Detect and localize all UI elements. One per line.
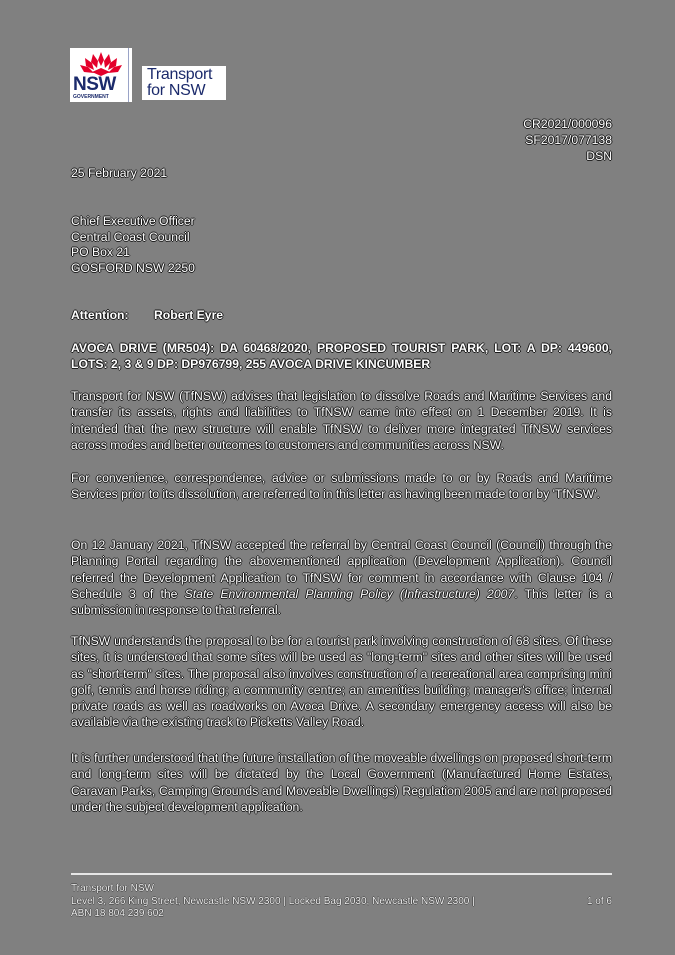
- attention-name: Robert Eyre: [154, 308, 224, 322]
- reference-numbers: [523, 116, 612, 164]
- footer-org: Transport for NSW: [71, 883, 154, 894]
- government-wordmark: GOVERNMENT: [73, 94, 109, 100]
- reference-sf: SF2017/077138: [525, 133, 612, 147]
- body-paragraph-3: [71, 537, 612, 618]
- body-paragraph-5: It is further understood that the future installation of the moveable dwellings on proposed short-term and long-term sites will be dictated by the Local Government (Manufactured Home Estates, Caravan Parks, Camping Grounds and Moveable Dwellings) Regulation 2005 and are not proposed under the subject development application.: [71, 751, 612, 814]
- nsw-wordmark: NSW: [73, 74, 116, 95]
- footer-divider: [71, 873, 612, 875]
- attention-line: [71, 308, 223, 322]
- letter-date: 25 February 2021: [71, 166, 168, 180]
- recipient-line: GOSFORD NSW 2250: [71, 260, 195, 275]
- footer: [71, 883, 475, 921]
- attention-label: Attention:: [71, 308, 129, 322]
- transport-for-nsw-logo: [142, 66, 226, 100]
- recipient-line: Chief Executive Officer: [71, 214, 195, 228]
- body-paragraph-4: TfNSW understands the proposal to be for a tourist park involving construction of 68 sites. Of these sites, it is understood that some sites will be used as "long-term" sites and other sites will be used as "short-term" sites. The proposal also involves construction of a recreational area comprising mini golf, tennis and horse riding; a community centre; an amenities building; manager's office; internal private roads as well as roadworks on Avoca Drive. A secondary emergency access will also be available via the existing track to Picketts Valley Road.: [71, 634, 612, 730]
- paragraph-3-text: On 12 January 2021, TfNSW accepted the referral by Central Coast Council (Council) through the Planning Portal regarding the abovementioned application (Development Application). Council referred the Development Application to TfNSW for comment in accordance with Clause 104 / Schedule 3 of the: [71, 538, 612, 601]
- recipient-address: [71, 214, 195, 276]
- body-paragraph-2: For convenience, correspondence, advice or submissions made to or by Roads and Maritime Services prior to its dissolution, are referred to in this letter as having been made to or by 'TfNSW'.: [71, 471, 612, 502]
- footer-address: Level 3, 266 King Street, Newcastle NSW 2300 | Locked Bag 2030, Newcastle NSW 2300 |: [71, 895, 475, 907]
- tfnsw-logo-line2: for NSW: [147, 82, 206, 99]
- recipient-line: Central Coast Council: [71, 229, 190, 244]
- logo-divider-line: [128, 48, 129, 102]
- reference-cr: CR2021/000096: [523, 117, 612, 131]
- nsw-government-logo: [70, 48, 132, 102]
- recipient-line: PO Box 21: [71, 245, 130, 259]
- footer-abn: ABN 18 804 239 602: [71, 908, 164, 919]
- body-paragraph-1: Transport for NSW (TfNSW) advises that legislation to dissolve Roads and Maritime Services and transfer its assets, rights and liabilities to TfNSW came into effect on 1 December 2019. It is intended that the new structure will enable TfNSW to deliver more integrated TfNSW services across modes and better outcomes to customers and communities across NSW.: [71, 389, 612, 452]
- waratah-icon: [78, 50, 124, 76]
- legislation-title: State Environmental Planning Policy (Infrastructure) 2007: [184, 586, 515, 601]
- letter-subject: AVOCA DRIVE (MR504): DA 60468/2020, PROPOSED TOURIST PARK, LOT: A DP: 449600, LOTS: 2, 3 & 9 DP: DP976799, 255 AVOCA DRIVE KINCUMBER: [71, 341, 612, 371]
- page-number: 1 of 6: [586, 896, 612, 907]
- paragraph-3-text-end: . This letter is a submission in response to that referral.: [71, 586, 612, 618]
- tfnsw-logo-line1: Transport: [147, 66, 213, 83]
- reference-initials: DSN: [586, 149, 612, 163]
